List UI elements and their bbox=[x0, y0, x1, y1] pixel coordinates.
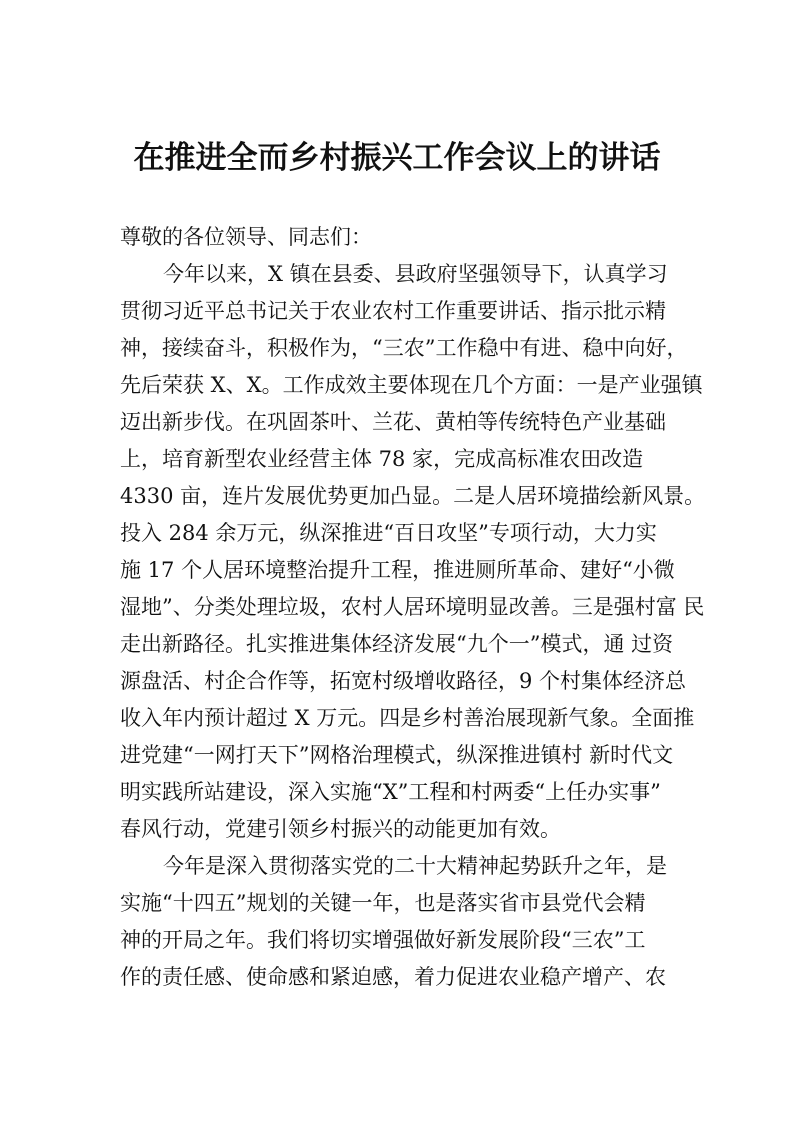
body-line: 明实践所站建设，深入实施“X”工程和村两委“上任办实事” bbox=[120, 780, 661, 804]
body-line: 神，接续奋斗，积极作为，“三农”工作稳中有进、稳中向好， bbox=[120, 336, 688, 360]
body-line: 贯彻习近平总书记关于农业农村工作重要讲话、指示批示精 bbox=[120, 299, 666, 323]
body-line: 作的责任感、使命感和紧迫感，着力促进农业稳产增产、农 bbox=[120, 965, 666, 989]
body-line: 进党建“一网打天下”网格治理模式，纵深推进镇村 新时代文 bbox=[120, 743, 674, 767]
body-line: 实施“十四五”规划的关键一年，也是落实省市县党代会精 bbox=[120, 891, 646, 915]
body-line: 先后荣获 X、X。工作成效主要体现在几个方面：一是产业强镇 bbox=[120, 373, 703, 397]
body-line: 神的开局之年。我们将切实增强做好新发展阶段“三农”工 bbox=[120, 928, 646, 952]
body-line: 施 17 个人居环境整治提升工程，推进厕所革命、建好“小微 bbox=[120, 558, 675, 582]
body-line: 今年是深入贯彻落实党的二十大精神起势跃升之年，是 bbox=[163, 854, 667, 878]
salutation-line: 尊敬的各位领导、同志们： bbox=[120, 225, 372, 249]
body-line: 今年以来，X 镇在县委、县政府坚强领导下，认真学习 bbox=[163, 262, 668, 286]
body-line: 春风行动，党建引领乡村振兴的动能更加有效。 bbox=[120, 817, 561, 841]
body-line: 4330 亩，连片发展优势更加凸显。二是人居环境描绘新风景。 bbox=[120, 484, 706, 508]
body-line: 收入年内预计超过 X 万元。四是乡村善治展现新气象。全面推 bbox=[120, 706, 695, 730]
body-line: 湿地”、分类处理垃圾，农村人居环境明显改善。三是强村富 民 bbox=[120, 595, 705, 619]
body-line: 源盘活、村企合作等，拓宽村级增收路径，9 个村集体经济总 bbox=[120, 669, 687, 693]
document-title: 在推进全而乡村振兴工作会议上的讲话 bbox=[133, 140, 661, 176]
body-line: 上，培育新型农业经营主体 78 家，完成高标准农田改造 bbox=[120, 447, 644, 471]
body-line: 迈出新步伐。在巩固茶叶、兰花、黄柏等传统特色产业基础 bbox=[120, 410, 666, 434]
body-line: 投入 284 余万元，纵深推进“百日攻坚”专项行动，大力实 bbox=[120, 521, 657, 545]
body-line: 走出新路径。扎实推进集体经济发展“九个一”模式，通 过资 bbox=[120, 632, 674, 656]
